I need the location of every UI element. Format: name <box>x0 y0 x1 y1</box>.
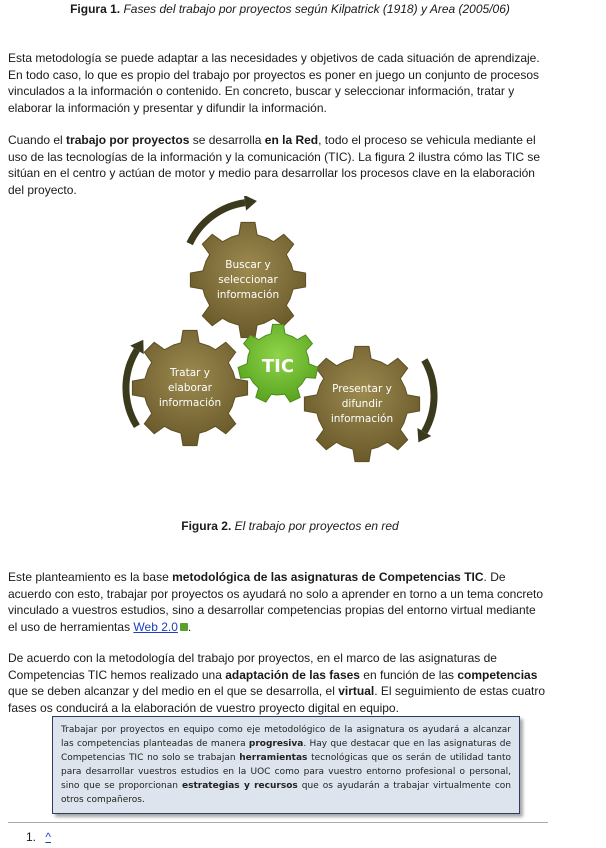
gear-label: seleccionar <box>218 274 278 286</box>
footnote-divider <box>8 822 548 823</box>
bold-text: competencias <box>457 667 538 682</box>
paragraph-network <box>8 132 548 198</box>
gear-label: difundir <box>341 398 383 410</box>
external-link-icon <box>180 623 188 631</box>
text: se desarrolla <box>189 133 265 147</box>
text: Cuando el <box>8 133 67 147</box>
footnote-item <box>26 830 51 844</box>
web20-link[interactable]: Web 2.0 <box>133 619 178 634</box>
figure-2-caption <box>0 519 580 533</box>
bold-text: metodológica de las asignaturas de Competencias TIC <box>172 570 484 584</box>
bold-text: trabajo por proyectos <box>66 133 190 147</box>
gear-present-spread <box>304 346 419 461</box>
text: Este planteamiento es la base <box>8 570 173 584</box>
text: en función de las <box>359 667 458 682</box>
tic-center-gear <box>238 324 318 402</box>
text: . Hay que destacar que en las asignaturas de Competencias TIC no solo se trabajan <box>61 739 511 763</box>
gear-label: Tratar y <box>169 367 211 379</box>
gear-process-elaborate <box>132 330 247 445</box>
figure-1-caption <box>0 2 580 16</box>
gear-label: información <box>158 397 222 409</box>
text: . <box>187 619 192 634</box>
figure-1-label: Figura 1. <box>70 2 121 16</box>
paragraph-adaptation <box>8 650 548 716</box>
bold-text: progresiva <box>248 739 304 749</box>
highlight-box <box>52 716 520 814</box>
text: De acuerdo con la metodología del trabajo por proyectos, en el marco de las asignaturas de Competencias TIC hemos realizado una <box>8 651 497 682</box>
text: tecnológicas que os serán de utilidad tanto para desarrollar vuestros estudios en la UOC como para vuestro entorno profesional o personal, sino que se proporcionan <box>61 753 511 791</box>
bold-text: virtual <box>338 684 375 698</box>
paragraph-base <box>8 569 548 635</box>
figure-2-text: El trabajo por proyectos en red <box>234 519 399 533</box>
gear-label: Buscar y <box>225 259 271 271</box>
footnote-backlink[interactable]: ^ <box>45 830 51 844</box>
text: . De acuerdo con esto, trabajar por proyectos os ayudará no solo a aprender en torno a un tema concreto vinculado a vuestros estudios, sino a desarrollar competencias propias del entorno virtual mediante el uso de herramientas <box>8 570 543 634</box>
footnote-number: 1. <box>26 830 37 844</box>
tic-gears-diagram <box>100 196 450 466</box>
gear-label: elaborar <box>168 382 212 394</box>
figure-2-label: Figura 2. <box>181 519 232 533</box>
text: Trabajar por proyectos en equipo como eje metodológico de la asignatura os ayudará a alcanzar las competencias planteadas de manera <box>61 725 511 749</box>
text: que se deben alcanzar y del medio en el que se desarrolla, el <box>8 684 339 698</box>
gear-label: Presentar y <box>332 383 392 395</box>
tic-label: TIC <box>261 356 295 377</box>
gear-label: información <box>216 289 280 301</box>
bold-text: adaptación de las fases <box>225 667 360 682</box>
bold-text: herramientas <box>239 753 308 763</box>
bold-text: estrategias y recursos <box>182 781 298 791</box>
text: , todo el proceso se vehicula mediante el uso de las tecnologías de la información y la comunicación (TIC). La figura 2 ilustra cómo las TIC se sitúan en el centro y actúan de motor y medio para desarrollar los procesos clave en la elaboración del proyecto. <box>8 133 541 197</box>
figure-1-text: Fases del trabajo por proyectos según Kilpatrick (1918) y Area (2005/06) <box>123 2 510 16</box>
text: . El seguimiento de estas cuatro fases os conducirá a la elaboración de vuestro proyecto digital en equipo. <box>8 684 545 715</box>
gear-search-select <box>190 222 305 337</box>
gear-label: información <box>330 413 394 425</box>
paragraph-methodology: Esta metodología se puede adaptar a las necesidades y objetivos de cada situación de aprendizaje. En todo caso, lo que es propio del trabajo por proyectos es poner en juego un conjunto de procesos vinculados a la información o contenido. En concreto, buscar y seleccionar información, tratar y elaborar la información y presentar y difundir la información. <box>8 51 540 115</box>
bold-text: en la Red <box>264 133 319 147</box>
text: que os ayudarán a trabajar virtualmente con otros compañeros. <box>61 781 511 805</box>
